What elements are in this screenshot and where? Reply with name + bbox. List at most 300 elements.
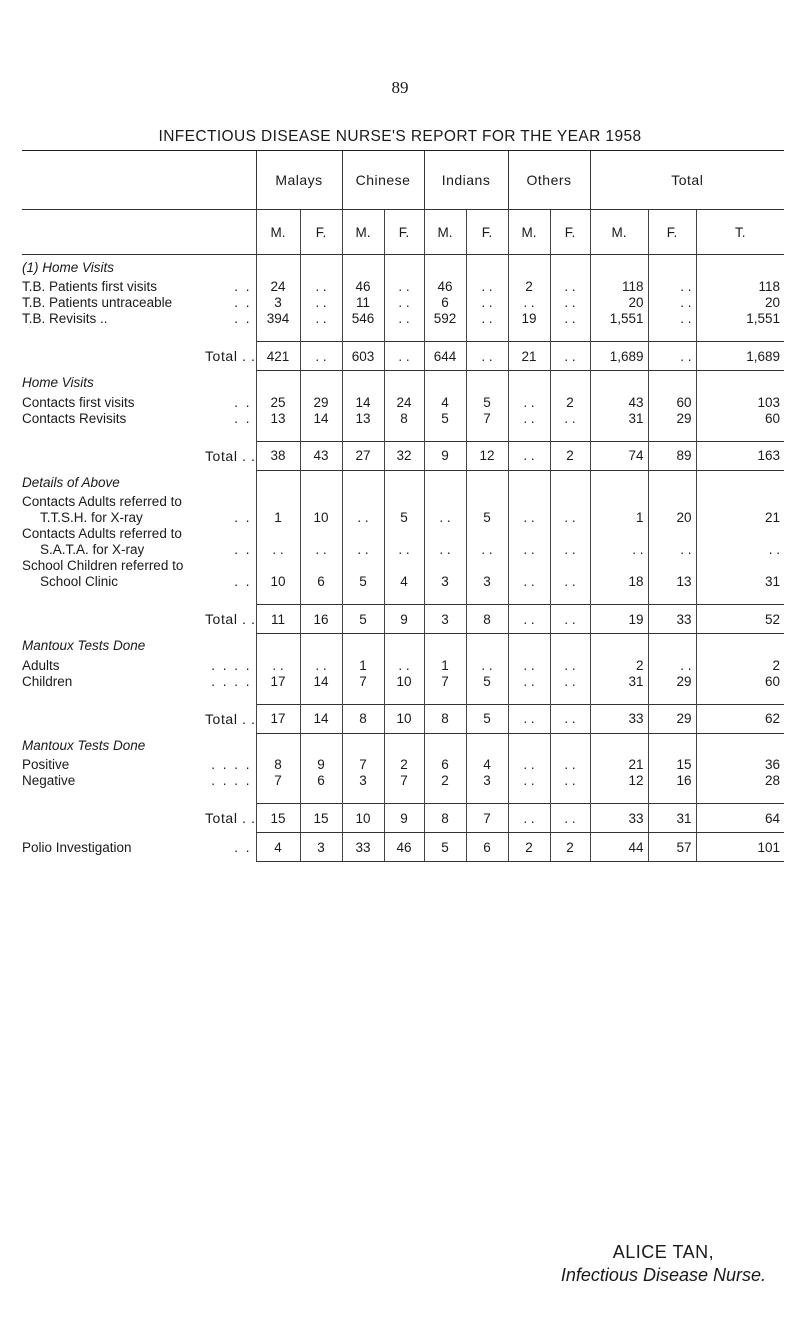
- table-cell: . .: [300, 279, 342, 295]
- row-label: [22, 295, 256, 311]
- row-label-text: T.T.S.H. for X-ray: [40, 510, 143, 525]
- section-heading-row: [22, 634, 784, 658]
- total-cell: 10: [384, 704, 424, 733]
- empty-cell: [256, 470, 300, 494]
- table-cell: [550, 526, 590, 542]
- table-cell: 103: [696, 395, 784, 411]
- group-header: Total: [590, 151, 784, 210]
- empty-cell: [590, 590, 648, 605]
- table-cell: 60: [648, 395, 696, 411]
- total-cell: 1,689: [696, 342, 784, 371]
- empty-cell: [342, 733, 384, 757]
- row-label: [22, 658, 256, 674]
- empty-cell: [256, 789, 300, 804]
- table-row: [22, 411, 784, 427]
- table-cell: . .: [384, 279, 424, 295]
- empty-cell: [696, 427, 784, 442]
- total-cell: 12: [466, 441, 508, 470]
- empty-cell: [466, 470, 508, 494]
- table-cell: [648, 526, 696, 542]
- total-cell: 603: [342, 342, 384, 371]
- row-label-text: S.A.T.A. for X-ray: [40, 542, 145, 557]
- sub-header: F.: [648, 210, 696, 255]
- table-row: [22, 558, 784, 574]
- row-label-leader: . .: [234, 574, 252, 589]
- empty-cell: [424, 427, 466, 442]
- empty-cell: [424, 789, 466, 804]
- total-cell: 14: [300, 704, 342, 733]
- total-cell: 10: [342, 804, 384, 833]
- section-heading: Home Visits: [22, 375, 94, 390]
- table-cell: . .: [648, 279, 696, 295]
- table-cell: . .: [384, 542, 424, 558]
- total-cell: 9: [384, 605, 424, 634]
- total-cell: 421: [256, 342, 300, 371]
- polio-label: [22, 833, 256, 862]
- row-label-text: Contacts Revisits: [22, 410, 127, 426]
- polio-cell: 33: [342, 833, 384, 862]
- table-cell: 1,551: [590, 311, 648, 327]
- total-cell: 38: [256, 441, 300, 470]
- empty-cell: [590, 371, 648, 395]
- empty-cell: [466, 789, 508, 804]
- row-label-text: School Children referred to: [22, 558, 184, 573]
- empty-cell: [550, 371, 590, 395]
- table-cell: 5: [424, 411, 466, 427]
- total-label: [22, 704, 256, 733]
- empty-cell: [590, 789, 648, 804]
- empty-cell: [300, 789, 342, 804]
- sub-header: M.: [590, 210, 648, 255]
- table-cell: 5: [342, 574, 384, 590]
- table-cell: 24: [256, 279, 300, 295]
- table-cell: 5: [466, 510, 508, 526]
- empty-cell: [648, 634, 696, 658]
- table-cell: [466, 526, 508, 542]
- empty-cell: [424, 327, 466, 342]
- empty-cell: [550, 634, 590, 658]
- table-cell: 11: [342, 295, 384, 311]
- row-label: [22, 526, 256, 542]
- empty-cell: [590, 634, 648, 658]
- row-label-leader: . . . .: [211, 673, 252, 689]
- table-row: [22, 674, 784, 690]
- table-cell: 1: [590, 510, 648, 526]
- row-label-text: Contacts first visits: [22, 394, 135, 410]
- row-label-text: T.B. Patients untraceable: [22, 295, 173, 310]
- table-cell: . .: [550, 658, 590, 674]
- table-cell: . .: [508, 773, 550, 789]
- empty-cell: [466, 590, 508, 605]
- row-label-text: Contacts Adults referred to: [22, 526, 182, 541]
- empty-cell: [342, 470, 384, 494]
- table-cell: 118: [696, 279, 784, 295]
- total-cell: . .: [300, 342, 342, 371]
- empty-cell: [300, 634, 342, 658]
- empty-cell: [508, 427, 550, 442]
- total-cell: 33: [590, 804, 648, 833]
- table-cell: 5: [384, 510, 424, 526]
- table-cell: [696, 558, 784, 574]
- total-cell: 64: [696, 804, 784, 833]
- empty-cell: [342, 427, 384, 442]
- polio-cell: 4: [256, 833, 300, 862]
- empty-cell: [384, 690, 424, 705]
- group-header: Chinese: [342, 151, 424, 210]
- empty-cell: [590, 327, 648, 342]
- empty-cell: [590, 690, 648, 705]
- group-header: Malays: [256, 151, 342, 210]
- table-cell: 5: [466, 674, 508, 690]
- total-cell: 16: [300, 605, 342, 634]
- table-cell: . .: [508, 757, 550, 773]
- table-cell: 21: [696, 510, 784, 526]
- row-label-leader: . . . .: [211, 757, 252, 772]
- empty-cell: [466, 733, 508, 757]
- table-cell: . .: [300, 658, 342, 674]
- total-cell: . .: [550, 342, 590, 371]
- table-cell: [648, 494, 696, 510]
- table-cell: 6: [300, 773, 342, 789]
- total-cell: . .: [550, 605, 590, 634]
- section-heading-row: [22, 255, 784, 280]
- total-label-text: Total: [204, 447, 238, 464]
- polio-cell: 6: [466, 833, 508, 862]
- total-label-text: Total: [204, 611, 238, 627]
- sub-header: T.: [696, 210, 784, 255]
- table-cell: [424, 558, 466, 574]
- table-cell: [696, 494, 784, 510]
- total-cell: . .: [508, 804, 550, 833]
- total-row: [22, 342, 784, 371]
- table-cell: [424, 494, 466, 510]
- table-cell: 15: [648, 757, 696, 773]
- total-label-text: Total: [204, 348, 238, 364]
- empty-cell: [550, 690, 590, 705]
- empty-cell: [342, 255, 384, 280]
- table-cell: 46: [342, 279, 384, 295]
- table-cell: [648, 558, 696, 574]
- spacer-cell: [22, 789, 256, 804]
- total-label: [22, 804, 256, 833]
- row-label-text: Negative: [22, 773, 76, 788]
- polio-cell: 44: [590, 833, 648, 862]
- total-label-leader: . .: [237, 447, 256, 464]
- polio-label-text: Polio Investigation: [22, 839, 132, 855]
- empty-cell: [550, 327, 590, 342]
- empty-cell: [300, 427, 342, 442]
- table-row: [22, 757, 784, 773]
- table-cell: 8: [256, 757, 300, 773]
- empty-cell: [256, 590, 300, 605]
- row-label-text: T.B. Patients first visits: [22, 279, 158, 294]
- table-cell: 60: [696, 674, 784, 690]
- table-cell: . .: [300, 295, 342, 311]
- table-cell: [256, 526, 300, 542]
- table-cell: [256, 558, 300, 574]
- table-cell: . .: [648, 311, 696, 327]
- total-label-leader: . .: [237, 710, 256, 727]
- empty-cell: [550, 255, 590, 280]
- table-cell: . .: [256, 658, 300, 674]
- table-row: [22, 526, 784, 542]
- table-cell: [508, 494, 550, 510]
- table-cell: . .: [466, 295, 508, 311]
- table-cell: 7: [424, 674, 466, 690]
- section-heading-row: [22, 371, 784, 395]
- table-cell: 2: [424, 773, 466, 789]
- empty-cell: [342, 634, 384, 658]
- sub-header: M.: [424, 210, 466, 255]
- table-cell: [384, 558, 424, 574]
- row-label: [22, 757, 256, 773]
- table-cell: . .: [550, 542, 590, 558]
- table-cell: [384, 526, 424, 542]
- table-cell: . .: [300, 542, 342, 558]
- section-heading: Details of Above: [22, 474, 120, 490]
- table-cell: 31: [590, 411, 648, 427]
- empty-cell: [696, 733, 784, 757]
- empty-cell: [508, 255, 550, 280]
- total-cell: 33: [590, 704, 648, 733]
- empty-cell: [508, 327, 550, 342]
- total-cell: 8: [342, 704, 384, 733]
- table-cell: [696, 526, 784, 542]
- report-title: INFECTIOUS DISEASE NURSE'S REPORT FOR THE YEAR 1958: [158, 128, 642, 145]
- table-cell: 4: [384, 574, 424, 590]
- table-cell: 3: [466, 574, 508, 590]
- table-cell: . .: [550, 311, 590, 327]
- table-cell: 592: [424, 311, 466, 327]
- table-row: [22, 279, 784, 295]
- table-row: [22, 311, 784, 327]
- spacer-row: [22, 789, 784, 804]
- spacer-row: [22, 590, 784, 605]
- empty-cell: [696, 255, 784, 280]
- row-label-leader: . .: [234, 311, 252, 326]
- total-cell: 2: [550, 441, 590, 470]
- group-header: Others: [508, 151, 590, 210]
- table-cell: 17: [256, 674, 300, 690]
- empty-cell: [384, 371, 424, 395]
- empty-cell: [256, 371, 300, 395]
- empty-cell: [300, 255, 342, 280]
- total-cell: 33: [648, 605, 696, 634]
- total-cell: 644: [424, 342, 466, 371]
- total-cell: . .: [384, 342, 424, 371]
- polio-cell: 3: [300, 833, 342, 862]
- table-cell: . .: [256, 542, 300, 558]
- empty-cell: [384, 327, 424, 342]
- polio-cell: 46: [384, 833, 424, 862]
- row-label-leader: . .: [234, 394, 252, 410]
- signature-name: ALICE TAN,: [612, 1242, 715, 1262]
- empty-cell: [384, 255, 424, 280]
- total-label-text: Total: [204, 710, 238, 727]
- sub-header: M.: [508, 210, 550, 255]
- table-cell: . .: [466, 311, 508, 327]
- total-cell: 17: [256, 704, 300, 733]
- spacer-row: [22, 427, 784, 442]
- row-label-text: Children: [22, 673, 73, 689]
- empty-cell: [648, 427, 696, 442]
- empty-cell: [648, 733, 696, 757]
- table-cell: . .: [466, 542, 508, 558]
- table-cell: 2: [508, 279, 550, 295]
- total-row: [22, 605, 784, 634]
- table-cell: . .: [550, 510, 590, 526]
- empty-cell: [648, 789, 696, 804]
- row-label-leader: . .: [234, 542, 252, 557]
- empty-cell: [590, 427, 648, 442]
- empty-cell: [648, 590, 696, 605]
- total-cell: 89: [648, 441, 696, 470]
- table-cell: 1: [424, 658, 466, 674]
- table-cell: 29: [300, 395, 342, 411]
- total-label-text: Total: [204, 810, 238, 826]
- table-cell: . .: [508, 395, 550, 411]
- table-cell: 3: [256, 295, 300, 311]
- table-cell: . .: [342, 510, 384, 526]
- table-cell: 36: [696, 757, 784, 773]
- empty-cell: [648, 690, 696, 705]
- empty-cell: [424, 590, 466, 605]
- table-cell: 21: [590, 757, 648, 773]
- total-row: [22, 441, 784, 470]
- total-cell: 21: [508, 342, 550, 371]
- total-cell: 5: [342, 605, 384, 634]
- row-label: [22, 674, 256, 690]
- table-cell: . .: [550, 279, 590, 295]
- empty-cell: [466, 255, 508, 280]
- polio-row: [22, 833, 784, 862]
- table-cell: 31: [590, 674, 648, 690]
- table-cell: 14: [300, 674, 342, 690]
- table-cell: . .: [384, 311, 424, 327]
- group-header: Indians: [424, 151, 508, 210]
- empty-cell: [424, 255, 466, 280]
- table-row: [22, 510, 784, 526]
- group-header-row: [22, 151, 784, 210]
- empty-cell: [300, 733, 342, 757]
- table-cell: . .: [550, 674, 590, 690]
- table-cell: . .: [550, 757, 590, 773]
- table-cell: 10: [300, 510, 342, 526]
- table-cell: [256, 494, 300, 510]
- table-cell: 7: [342, 674, 384, 690]
- table-cell: 20: [648, 510, 696, 526]
- table-cell: [590, 526, 648, 542]
- total-cell: . .: [648, 342, 696, 371]
- empty-cell: [466, 427, 508, 442]
- row-label: [22, 574, 256, 590]
- empty-cell: [696, 789, 784, 804]
- total-cell: 29: [648, 704, 696, 733]
- table-cell: 7: [466, 411, 508, 427]
- table-row: [22, 773, 784, 789]
- table-cell: 2: [384, 757, 424, 773]
- empty-cell: [590, 733, 648, 757]
- row-label-text: Positive: [22, 757, 70, 772]
- total-cell: 7: [466, 804, 508, 833]
- row-label: [22, 542, 256, 558]
- table-cell: . .: [550, 773, 590, 789]
- table-row: [22, 295, 784, 311]
- empty-cell: [424, 733, 466, 757]
- table-cell: 18: [590, 574, 648, 590]
- total-label-leader: . .: [237, 611, 256, 627]
- section-heading: Mantoux Tests Done: [22, 638, 146, 653]
- total-label: [22, 605, 256, 634]
- table-cell: 2: [696, 658, 784, 674]
- table-cell: [508, 526, 550, 542]
- table-cell: [424, 526, 466, 542]
- table-cell: . .: [550, 295, 590, 311]
- table-cell: 7: [384, 773, 424, 789]
- empty-cell: [508, 470, 550, 494]
- table-cell: 6: [300, 574, 342, 590]
- empty-cell: [550, 789, 590, 804]
- spacer-row: [22, 690, 784, 705]
- empty-cell: [508, 371, 550, 395]
- table-cell: 29: [648, 674, 696, 690]
- section-heading: (1) Home Visits: [22, 259, 115, 275]
- table-cell: . .: [384, 658, 424, 674]
- total-cell: 27: [342, 441, 384, 470]
- empty-cell: [342, 590, 384, 605]
- table-cell: . .: [300, 311, 342, 327]
- empty-cell: [256, 634, 300, 658]
- table-cell: 4: [466, 757, 508, 773]
- total-cell: 11: [256, 605, 300, 634]
- empty-cell: [384, 590, 424, 605]
- row-label: [22, 510, 256, 526]
- total-cell: 1,689: [590, 342, 648, 371]
- total-cell: . .: [508, 704, 550, 733]
- total-cell: 15: [256, 804, 300, 833]
- row-label: [22, 773, 256, 789]
- report-table: [22, 150, 784, 862]
- table-cell: [342, 558, 384, 574]
- table-cell: 13: [342, 411, 384, 427]
- table-cell: . .: [648, 542, 696, 558]
- section-heading-row: [22, 733, 784, 757]
- sub-header: M.: [342, 210, 384, 255]
- table-cell: [466, 494, 508, 510]
- total-cell: 8: [466, 605, 508, 634]
- total-cell: 163: [696, 441, 784, 470]
- row-label-leader: . .: [234, 510, 252, 525]
- table-cell: 3: [424, 574, 466, 590]
- spacer-cell: [22, 690, 256, 705]
- table-cell: . .: [508, 658, 550, 674]
- table-cell: 20: [696, 295, 784, 311]
- table-cell: 25: [256, 395, 300, 411]
- table-cell: [590, 558, 648, 574]
- table-cell: . .: [342, 542, 384, 558]
- total-cell: 19: [590, 605, 648, 634]
- table-cell: 31: [696, 574, 784, 590]
- total-cell: . .: [466, 342, 508, 371]
- table-cell: [508, 558, 550, 574]
- empty-cell: [256, 733, 300, 757]
- empty-cell: [300, 470, 342, 494]
- empty-cell: [424, 690, 466, 705]
- table-cell: 7: [342, 757, 384, 773]
- empty-cell: [424, 470, 466, 494]
- polio-cell: 5: [424, 833, 466, 862]
- empty-cell: [466, 371, 508, 395]
